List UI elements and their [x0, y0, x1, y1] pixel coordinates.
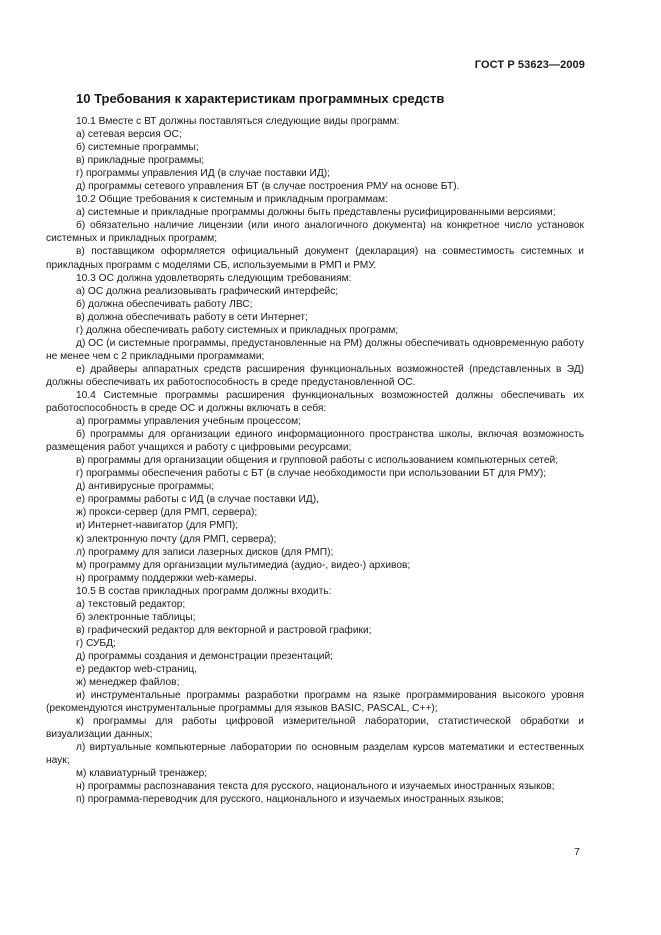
- list-item: л) виртуальные компьютерные лаборатории по основным разделам курсов математики и естественных наук;: [46, 742, 584, 767]
- paragraph-10-1: 10.1 Вместе с ВТ должны поставляться следующие виды программ:: [76, 116, 400, 127]
- list-item: е) программы работы с ИД (в случае поставки ИД),: [76, 494, 319, 506]
- list-item: н) программы распознавания текста для русского, национального и изучаемых иностранных языков;: [76, 781, 555, 793]
- list-item: ж) менеджер файлов;: [76, 677, 180, 689]
- list-item: б) обязательно наличие лицензии (или иного аналогичного документа) на конкретное число установок системных и прикладных программ;: [46, 220, 584, 245]
- list-item: в) прикладные программы;: [76, 155, 205, 167]
- list-item: д) ОС (и системные программы, предустановленные на РМ) должны обеспечивать одновременную работу не менее чем с 2 прикладными программами;: [46, 337, 584, 362]
- list-item: б) электронные таблицы;: [76, 611, 196, 623]
- list-item: б) должна обеспечивать работу ЛВС;: [76, 298, 253, 310]
- list-item: г) СУБД;: [76, 637, 116, 649]
- list-item: в) поставщиком оформляется официальный документ (декларация) на совместимость системных и прикладных программ с моделями СБ, используемыми в РМП и РМУ.: [46, 246, 584, 271]
- list-item: г) программы обеспечения работы с БТ (в случае необходимости при использовании БТ для РМУ);: [76, 468, 547, 480]
- list-item: м) программу для организации мультимедиа (аудио-, видео-) архивов;: [76, 559, 411, 571]
- list-item: в) должна обеспечивать работу в сети Интернет;: [76, 311, 308, 323]
- list-item: м) клавиатурный тренажер;: [76, 768, 208, 780]
- list-item: д) программы сетевого управления БТ (в случае построения РМУ на основе БТ).: [76, 181, 460, 193]
- list-item: г) должна обеспечивать работу системных и прикладных программ;: [76, 324, 399, 336]
- page-number: 7: [574, 846, 580, 858]
- list-item: е) драйверы аппаратных средств расширения функциональных возможностей (представленных в ЭД) должны обеспечивать их работоспособность в среде предустановленной ОС.: [46, 363, 584, 388]
- paragraph-10-4: 10.4 Системные программы расширения функциональных возможностей должны обеспечивать их работоспособность в среде ОС и должны включать в себя:: [46, 389, 584, 415]
- list-item: и) инструментальные программы разработки программ на языке программирования высокого уровня (рекомендуются инструментальные программы для языков BASIC, PASCAL, C++);: [46, 690, 584, 715]
- paragraph-10-2: 10.2 Общие требования к системным и прикладным программам:: [76, 194, 388, 206]
- list-item: п) программа-переводчик для русского, национального и изучаемых иностранных языков;: [76, 794, 504, 806]
- list-item: н) программу поддержки web-камеры.: [76, 572, 257, 584]
- paragraph-10-3: 10.3 ОС должна удовлетворять следующим требованиям:: [76, 272, 352, 284]
- list-item: е) редактор web-страниц,: [76, 663, 198, 675]
- list-item: б) системные программы;: [76, 142, 199, 154]
- list-item: а) системные и прикладные программы должны быть представлены русифицированными версиями;: [76, 207, 556, 219]
- list-item: а) текстовый редактор;: [76, 598, 186, 610]
- list-item: а) сетевая версия ОС;: [76, 129, 182, 141]
- list-item: к) электронную почту (для РМП, сервера);: [76, 533, 277, 545]
- list-item: и) Интернет-навигатор (для РМП);: [76, 520, 239, 532]
- list-item: а) программы управления учебным процессом;: [76, 416, 301, 428]
- list-item: в) программы для организации общения и групповой работы с использованием компьютерных сетей;: [76, 455, 559, 467]
- list-item: д) антивирусные программы;: [76, 481, 215, 493]
- list-item: г) программы управления ИД (в случае поставки ИД);: [76, 168, 331, 180]
- standard-designation: ГОСТ Р 53623—2009: [474, 59, 585, 71]
- paragraph-10-5: 10.5 В состав прикладных программ должны входить:: [76, 585, 332, 597]
- list-item: д) программы создания и демонстрации презентаций;: [76, 650, 334, 662]
- list-item: к) программы для работы цифровой измерительной лаборатории, статистической обработки и визуализации данных;: [46, 716, 584, 741]
- list-item: б) программы для организации единого информационного пространства школы, включая возможность размещения работ учащихся и работу с цифровыми ресурсами;: [46, 429, 584, 454]
- list-item: в) графический редактор для векторной и растровой графики;: [76, 624, 372, 636]
- document-body: [46, 115, 584, 806]
- list-item: ж) прокси-сервер (для РМП, сервера);: [76, 507, 258, 519]
- list-item: л) программу для записи лазерных дисков (для РМП);: [76, 546, 334, 558]
- list-item: а) ОС должна реализовывать графический интерфейс;: [76, 285, 339, 297]
- section-heading: 10 Требования к характеристикам программных средств: [76, 91, 445, 106]
